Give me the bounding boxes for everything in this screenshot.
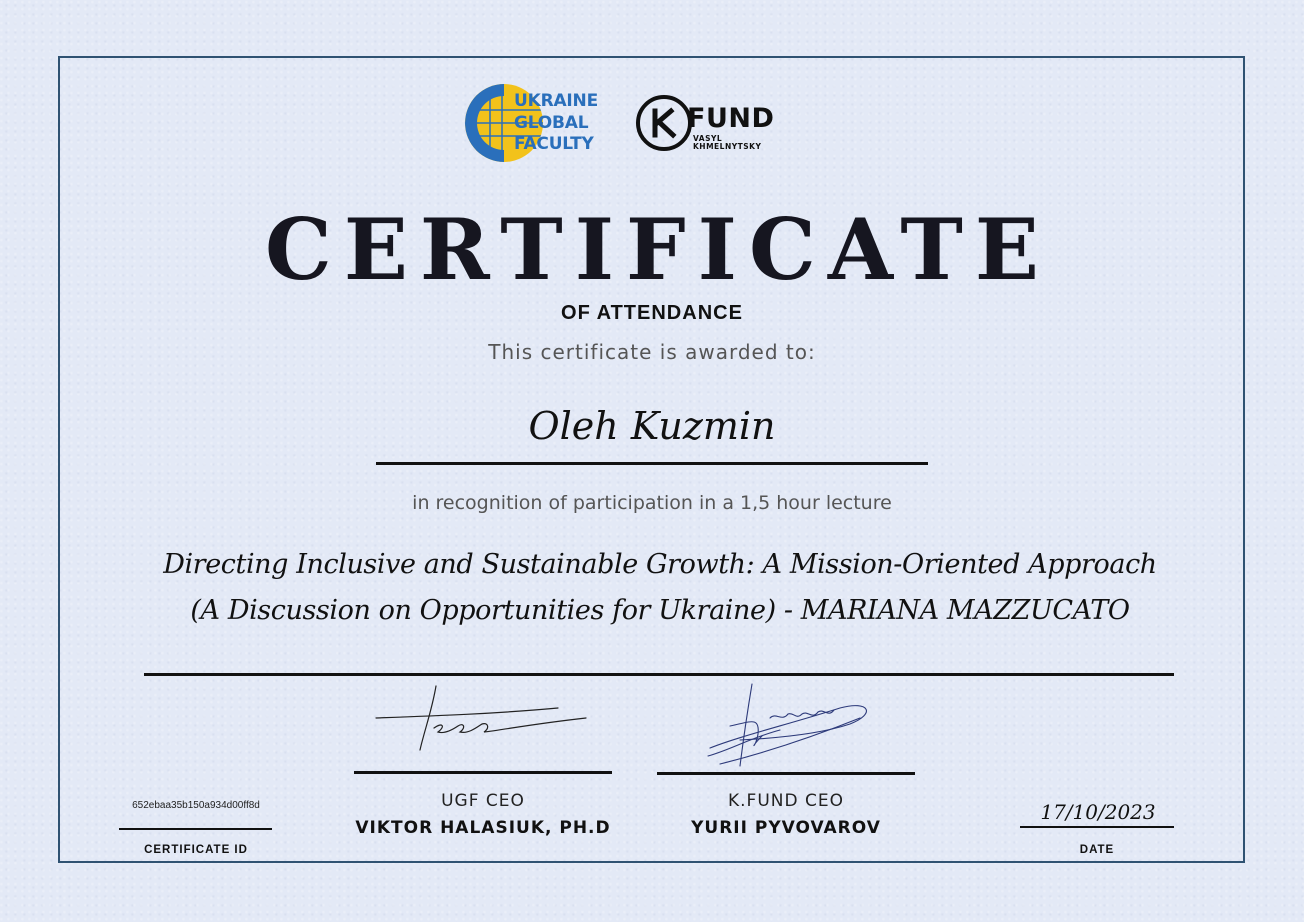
kfund-subtitle-line-1: VASYL (693, 134, 723, 143)
date-value: 17/10/2023 (1040, 800, 1156, 824)
recipient-underline (376, 462, 928, 465)
certificate-id-line (119, 828, 272, 830)
recipient-name: Oleh Kuzmin (528, 404, 776, 448)
recognition-text: in recognition of participation in a 1,5 hour lecture (412, 492, 892, 514)
signature-line-kfund (657, 772, 915, 775)
certificate-id-value: 652ebaa35b150a934d00ff8d (132, 800, 260, 811)
signature-line-ugf (354, 771, 612, 774)
date-line (1020, 826, 1174, 828)
kfund-wordmark: FUND (687, 103, 775, 134)
signatory-name-kfund: YURII PYVOVAROV (691, 818, 881, 838)
date-label: DATE (1079, 844, 1115, 856)
signature-halasiuk (372, 680, 592, 760)
lecture-title-line-1: Directing Inclusive and Sustainable Growth: A Mission-Oriented Approach (163, 549, 1157, 580)
ugf-logo-line-2: GLOBAL (514, 112, 589, 133)
ugf-logo-line-1: UKRAINE (514, 91, 598, 111)
signatory-role-kfund: K.FUND CEO (728, 791, 844, 811)
kfund-subtitle (693, 135, 761, 151)
awarded-text: This certificate is awarded to: (488, 340, 816, 364)
lecture-title (100, 542, 1220, 634)
certificate-border (58, 56, 1245, 863)
signatory-role-ugf: UGF CEO (441, 791, 525, 811)
certificate-id-label: CERTIFICATE ID (144, 844, 248, 856)
ugf-logo-text (514, 91, 598, 156)
divider-rule (144, 673, 1174, 676)
kfund-subtitle-line-2: KHMELNYTSKY (693, 142, 762, 151)
certificate-subtitle: OF ATTENDANCE (561, 302, 743, 324)
lecture-title-line-2: (A Discussion on Opportunities for Ukraine) - MARIANA MAZZUCATO (190, 595, 1130, 626)
signature-pyvovarov (700, 678, 880, 774)
certificate-title: CERTIFICATE (265, 200, 1051, 299)
ugf-logo-line-3: FACULTY (514, 134, 594, 154)
signatory-name-ugf: VIKTOR HALASIUK, PH.D (355, 818, 611, 838)
